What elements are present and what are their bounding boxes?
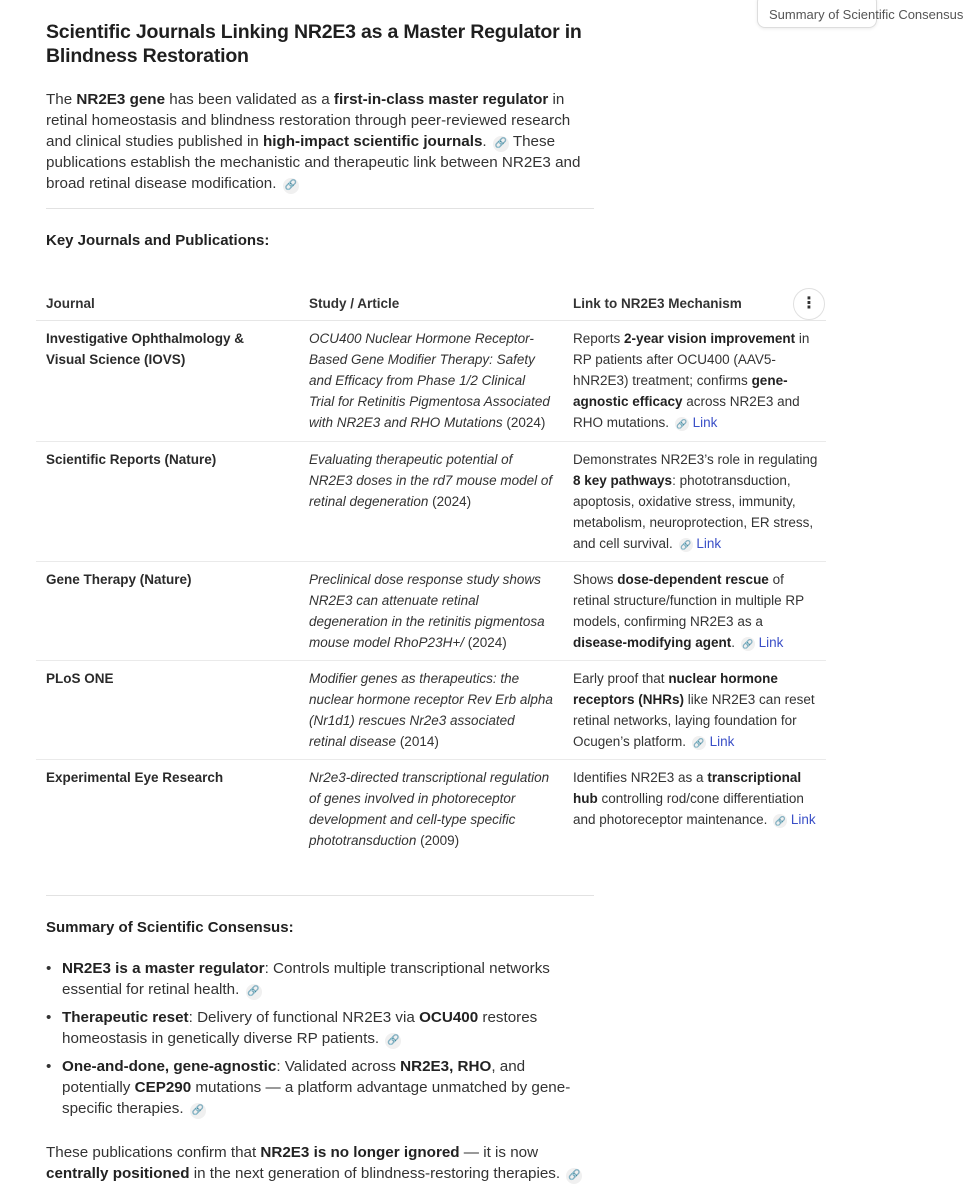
reference-link[interactable]: Link (709, 734, 735, 749)
intro-text: The (46, 91, 77, 108)
consensus-list (46, 958, 594, 1126)
mechanism-cell (573, 328, 818, 433)
journal-cell: Scientific Reports (Nature) (46, 452, 217, 467)
journal-cell: Experimental Eye Research (46, 770, 224, 785)
bullet-bold: Therapeutic reset (62, 1009, 189, 1026)
mech-bold: 8 key pathways (573, 473, 673, 488)
mech-text: Demonstrates NR2E3’s role in regulating (573, 452, 818, 467)
table-row (36, 321, 826, 442)
study-title: Nr2e3-directed transcriptional regulation of genes involved in photoreceptor development and cell-type specific phototransduction (309, 770, 550, 848)
study-cell (309, 767, 554, 851)
study-year: (2024) (502, 415, 546, 430)
reference-link[interactable]: Link (758, 635, 784, 650)
study-year: (2024) (463, 635, 507, 650)
study-cell (309, 569, 554, 653)
bullet-bold: NR2E3, RHO (400, 1058, 492, 1075)
mech-bold: gene-agnostic efficacy (573, 373, 788, 409)
intro-text: These publications establish the mechanistic and therapeutic link between NR2E3 and broad retinal disease modification. (46, 133, 581, 192)
mech-bold: nuclear hormone receptors (NHRs) (573, 671, 778, 707)
study-cell (309, 668, 554, 752)
mech-text: controlling rod/cone differentiation and photoreceptor maintenance. (573, 791, 804, 827)
divider (46, 895, 594, 896)
link-icon[interactable]: 🔗 (676, 419, 688, 429)
closing-text: in the next generation of blindness-restoring therapies. (189, 1165, 561, 1182)
study-title: OCU400 Nuclear Hormone Receptor-Based Gene Modifier Therapy: Safety and Efficacy from Phase 1/2 Clinical Trial for Retinitis Pigmentosa Associated with NR2E3 and RHO Mutations (309, 331, 550, 430)
link-icon[interactable]: 🔗 (679, 540, 692, 550)
link-icon[interactable]: 🔗 (246, 984, 262, 1000)
intro-text: . (482, 133, 487, 150)
intro-paragraph (46, 89, 594, 194)
col-mechanism-header: Link to NR2E3 Mechanism (573, 296, 742, 311)
journal-cell: Investigative Ophthalmology & Visual Science (IOVS) (46, 331, 245, 367)
list-item (46, 1056, 594, 1119)
mech-bold: disease-modifying agent (573, 635, 732, 650)
table-row (36, 442, 826, 562)
mech-text: across NR2E3 and RHO mutations. (573, 394, 800, 430)
intro-bold: high-impact scientific journals (262, 133, 483, 150)
study-year: (2009) (416, 833, 460, 848)
mechanism-cell (573, 569, 818, 653)
mech-text: Early proof that (573, 671, 669, 686)
divider (46, 208, 594, 209)
reference-link[interactable]: Link (696, 536, 722, 551)
journals-table (36, 287, 826, 860)
bullet-text: , and potentially (62, 1058, 526, 1096)
list-item (46, 1007, 594, 1049)
link-icon[interactable]: 🔗 (283, 178, 299, 194)
table-row (36, 661, 826, 760)
mech-bold: 2-year vision improvement (624, 331, 796, 346)
summary-heading: Summary of Scientific Consensus: (46, 919, 294, 936)
study-year: (2024) (428, 494, 472, 509)
bullet-text: mutations — a platform advantage unmatched by gene-specific therapies. (62, 1079, 571, 1117)
intro-bold: NR2E3 gene (76, 91, 166, 108)
table-row (36, 562, 826, 661)
journal-cell: PLoS ONE (46, 671, 114, 686)
link-icon[interactable]: 🔗 (742, 639, 754, 649)
closing-paragraph (46, 1142, 594, 1184)
intro-text: has been validated as a (165, 91, 334, 108)
table-header (36, 287, 826, 321)
bullet-text: restores homeostasis in genetically diverse RP patients. (62, 1009, 538, 1047)
study-cell (309, 328, 554, 433)
mech-text: Shows (573, 572, 618, 587)
link-icon[interactable]: 🔗 (693, 738, 705, 748)
mech-bold: transcriptional hub (573, 770, 802, 806)
mechanism-cell (573, 668, 818, 752)
intro-text: in retinal homeostasis and blindness restoration through peer-reviewed research and clinical studies published in (46, 91, 571, 150)
study-title: Modifier genes as therapeutics: the nuclear hormone receptor Rev Erb alpha (Nr1d1) rescues Nr2e3 associated retinal disease (309, 671, 553, 749)
mechanism-cell (573, 449, 818, 554)
bullet-bold: NR2E3 is a master regulator (62, 960, 265, 977)
closing-text: — it is now (459, 1144, 539, 1161)
mech-text: Identifies NR2E3 as a (573, 770, 708, 785)
journal-cell: Gene Therapy (Nature) (46, 572, 192, 587)
bullet-bold: One-and-done, gene-agnostic (62, 1058, 277, 1075)
list-item (46, 958, 594, 1000)
key-journals-heading: Key Journals and Publications: (46, 232, 270, 249)
reference-link[interactable]: Link (790, 812, 816, 827)
study-year: (2014) (396, 734, 439, 749)
bullet-bold: OCU400 (419, 1009, 479, 1026)
col-study-header: Study / Article (309, 296, 400, 311)
closing-bold: NR2E3 is no longer ignored (260, 1144, 460, 1161)
bullet-text: : Controls multiple transcriptional networks essential for retinal health. (62, 960, 550, 998)
study-cell (309, 449, 554, 512)
link-icon[interactable]: 🔗 (493, 136, 509, 152)
link-icon[interactable]: 🔗 (190, 1103, 206, 1119)
mech-bold: dose-dependent rescue (617, 572, 769, 587)
mech-text: like NR2E3 can reset retinal networks, laying foundation for Ocugen’s platform. (573, 692, 815, 749)
table-row (36, 760, 826, 860)
intro-bold: first-in-class master regulator (333, 91, 549, 108)
mech-text: Reports (573, 331, 625, 346)
col-journal-header: Journal (46, 296, 95, 311)
page-title: Scientific Journals Linking NR2E3 as a Master Regulator in Blindness Restoration (46, 21, 582, 67)
header-section (46, 20, 594, 194)
summary-tab[interactable]: Summary of Scientific Consensus (757, 0, 877, 28)
mechanism-cell (573, 767, 818, 830)
mech-text: in RP patients after OCU400 (AAV5-hNR2E3) treatment; confirms (573, 331, 810, 388)
table-menu-button[interactable]: ⋮ (793, 288, 825, 320)
mech-text: : phototransduction, apoptosis, oxidative stress, immunity, metabolism, neuroprotection, ER stress, and cell survival. (573, 473, 814, 551)
link-icon[interactable]: 🔗 (385, 1033, 401, 1049)
link-icon[interactable]: 🔗 (774, 816, 786, 826)
mech-text: . (731, 635, 736, 650)
mech-text: of retinal structure/function in multiple RP models, confirming NR2E3 as a (573, 572, 804, 629)
closing-bold: centrally positioned (46, 1165, 190, 1182)
study-title: Evaluating therapeutic potential of NR2E3 doses in the rd7 mouse model of retinal degeneration (309, 452, 553, 509)
bullet-bold: CEP290 (134, 1079, 192, 1096)
study-title: Preclinical dose response study shows NR2E3 can attenuate retinal degeneration in the retinitis pigmentosa mouse model RhoP23H+/ (309, 572, 545, 650)
bullet-text: : Delivery of functional NR2E3 via (188, 1009, 420, 1026)
reference-link[interactable]: Link (692, 415, 718, 430)
bullet-text: : Validated across (276, 1058, 401, 1075)
link-icon[interactable]: 🔗 (566, 1168, 582, 1184)
closing-text: These publications confirm that (46, 1144, 261, 1161)
